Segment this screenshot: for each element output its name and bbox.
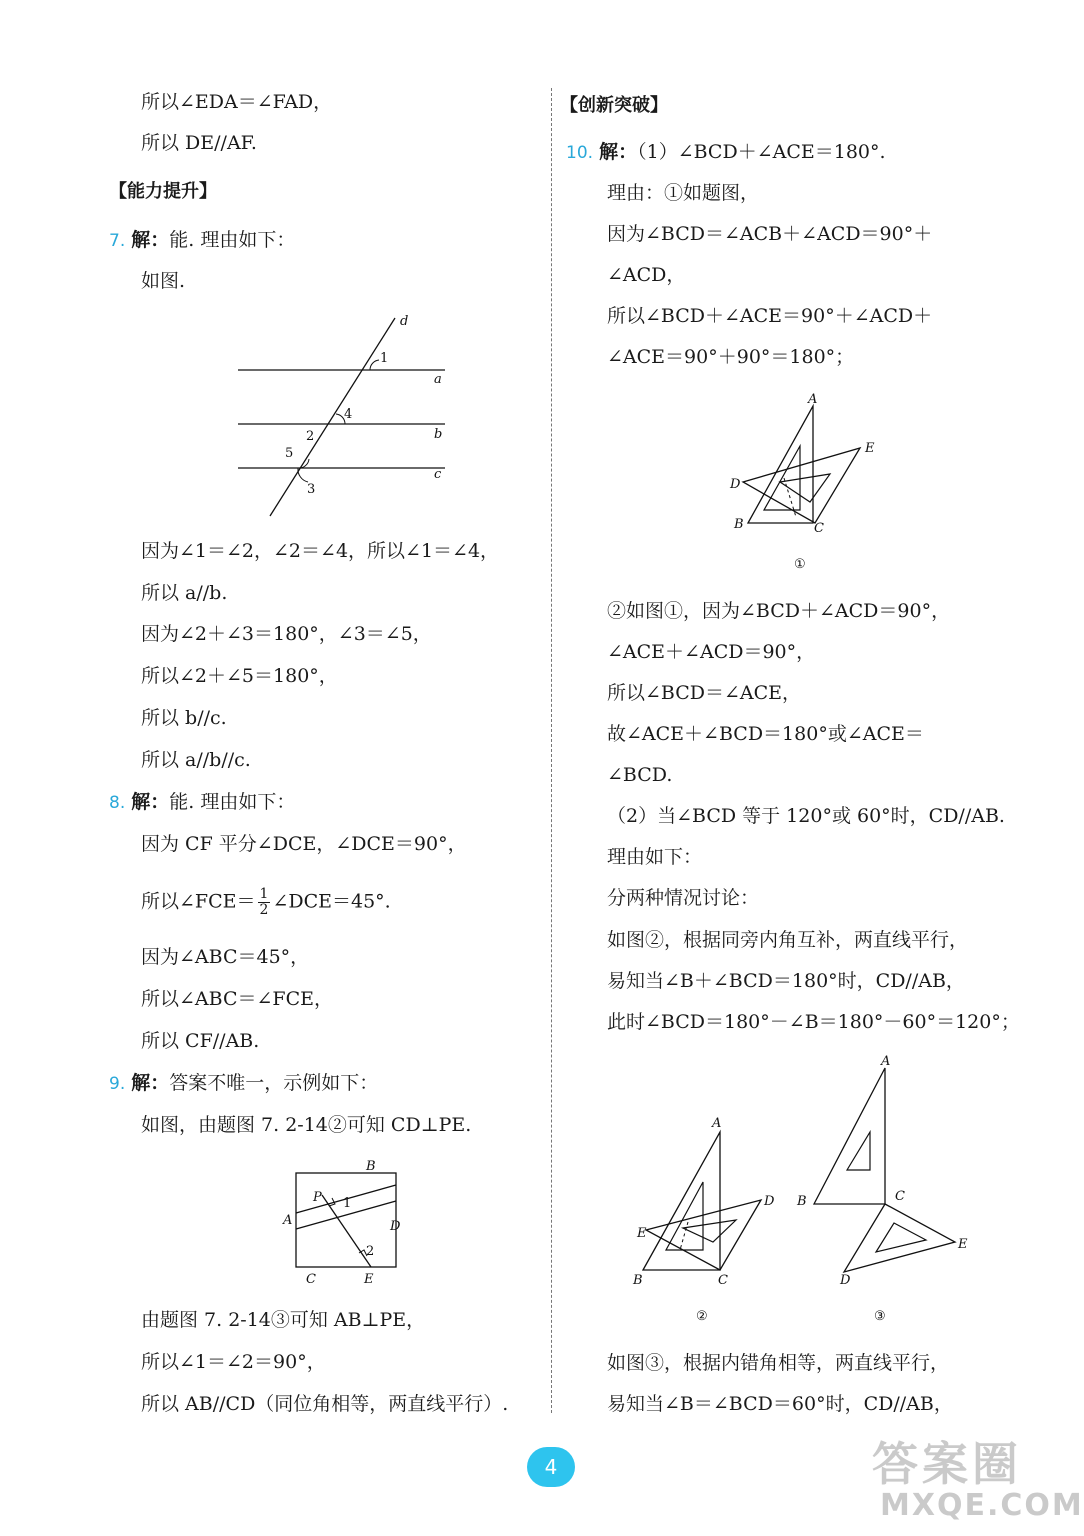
label-B: B <box>797 1194 807 1209</box>
figure-triangles-2 <box>628 1110 788 1325</box>
text-line: 此时∠BCD＝180°－∠B＝180°－60°＝120°； <box>607 1011 1020 1033</box>
text-line: 易知当∠B＝∠BCD＝60°时，CD//AB， <box>607 1393 953 1415</box>
figure-parallel-lines <box>230 310 460 525</box>
text-line: 因为∠2＋∠3＝180°，∠3＝∠5， <box>141 623 432 645</box>
text-line: 所以∠1＝∠2＝90°， <box>141 1351 326 1373</box>
text-line: 所以∠BCD＝∠ACE， <box>607 682 802 704</box>
label-D: D <box>390 1219 401 1234</box>
label-2: 2 <box>366 1244 375 1259</box>
question-number: 8. <box>109 793 126 813</box>
watermark <box>872 1428 1084 1528</box>
label-D: D <box>730 477 741 492</box>
text-line: 因为 CF 平分∠DCE，∠DCE＝90°， <box>141 833 467 855</box>
fraction-numerator: 1 <box>259 886 269 902</box>
text-line: 易知当∠B＋∠BCD＝180°时，CD//AB， <box>607 970 965 992</box>
text-line: ∠ACE＝90°＋90°＝180°； <box>607 346 855 368</box>
text-line: 因为∠BCD＝∠ACB＋∠ACD＝90°＋ <box>607 223 933 245</box>
answer-label: 解： <box>131 229 170 251</box>
text-line: ∠BCD. <box>607 764 673 786</box>
page-number: 4 <box>527 1447 575 1487</box>
label-E: E <box>865 441 875 456</box>
label-B: B <box>366 1159 376 1174</box>
label-D: D <box>840 1273 851 1288</box>
text-line: 理由：①如题图， <box>607 182 760 204</box>
question-number: 7. <box>109 231 126 251</box>
answer-text: 答案不唯一，示例如下： <box>169 1072 379 1094</box>
text-line: 所以∠ABC＝∠FCE， <box>141 988 334 1010</box>
answer-label: 解： <box>131 791 170 813</box>
text-line: 所以 DE//AF. <box>141 132 257 154</box>
label-E: E <box>637 1226 647 1241</box>
text-line: 因为∠1＝∠2，∠2＝∠4，所以∠1＝∠4， <box>141 540 500 562</box>
label-2: 2 <box>306 429 315 444</box>
text-line: 所以 CF//AB. <box>141 1030 260 1052</box>
section-heading-innovation: 【创新突破】 <box>560 95 668 116</box>
text-line: （2）当∠BCD 等于 120°或 60°时，CD//AB. <box>607 805 1005 827</box>
label-5: 5 <box>285 446 294 461</box>
label-A: A <box>881 1054 891 1069</box>
label-C: C <box>814 521 824 536</box>
text-line: 如图②，根据同旁内角互补，两直线平行， <box>607 929 969 951</box>
label-C: C <box>306 1272 316 1287</box>
text-line: 分两种情况讨论： <box>607 887 760 909</box>
question-10 <box>566 139 886 166</box>
watermark-text: 答案圈 <box>872 1437 1022 1491</box>
text-line: 所以 b//c. <box>141 707 227 729</box>
label-A: A <box>808 392 818 407</box>
text-line: ∠ACE＋∠ACD＝90°， <box>607 641 816 663</box>
label-c: c <box>434 467 442 482</box>
question-number: 10. <box>566 143 594 163</box>
label-C: C <box>718 1273 728 1288</box>
text-line: 所以∠BCD＋∠ACE＝90°＋∠ACD＋ <box>607 305 933 327</box>
text-line: 所以 AB//CD（同位角相等，两直线平行）. <box>141 1393 509 1415</box>
text-line: 如图③，根据内错角相等，两直线平行， <box>607 1352 950 1374</box>
text-line-fraction <box>141 887 391 918</box>
text-line: 由题图 7. 2-14③可知 AB⊥PE， <box>141 1309 426 1331</box>
figure-caption: ③ <box>874 1309 886 1324</box>
label-A: A <box>283 1213 293 1228</box>
fraction <box>258 887 271 918</box>
figure-triangles-1 <box>728 390 888 575</box>
label-1: 1 <box>343 1196 352 1211</box>
text-line: 所以∠2＋∠5＝180°， <box>141 665 338 687</box>
label-E: E <box>958 1237 968 1252</box>
text-line: 所以∠EDA＝∠FAD， <box>141 91 333 113</box>
label-3: 3 <box>307 482 316 497</box>
figure-square <box>280 1155 410 1290</box>
answer-text: 能. 理由如下： <box>169 229 296 251</box>
section-heading-ability: 【能力提升】 <box>109 181 217 202</box>
label-D: D <box>764 1194 775 1209</box>
text-line: 理由如下： <box>607 846 703 868</box>
answer-text: 能. 理由如下： <box>169 791 296 813</box>
column-divider <box>551 88 552 1413</box>
label-B: B <box>734 517 744 532</box>
label-a: a <box>434 372 442 387</box>
label-4: 4 <box>344 407 353 422</box>
label-b: b <box>434 427 443 442</box>
answer-text: （1）∠BCD＋∠ACE＝180°. <box>637 141 886 163</box>
question-9 <box>109 1070 378 1097</box>
answer-label: 解： <box>131 1072 170 1094</box>
figure-caption: ① <box>794 557 806 572</box>
text-line: 如图. <box>141 270 186 292</box>
text-line: 所以 a//b. <box>141 582 228 604</box>
label-P: P <box>313 1190 322 1205</box>
figure-triangles-3 <box>792 1050 982 1325</box>
label-E: E <box>364 1272 374 1287</box>
figure-caption: ② <box>696 1309 708 1324</box>
label-A: A <box>712 1116 722 1131</box>
fraction-denominator: 2 <box>259 902 269 918</box>
text-line: 所以 a//b//c. <box>141 749 251 771</box>
text-line: 如图，由题图 7. 2-14②可知 CD⊥PE. <box>141 1114 472 1136</box>
answer-label: 解： <box>599 141 638 163</box>
watermark-url: MXQE.COM <box>880 1488 1084 1523</box>
label-C: C <box>895 1189 905 1204</box>
text-line: 因为∠ABC＝45°， <box>141 946 310 968</box>
question-8 <box>109 789 295 816</box>
text-fragment: 所以∠FCE＝ <box>141 890 256 913</box>
text-line: ∠ACD， <box>607 264 686 286</box>
text-fragment: ∠DCE＝45°. <box>272 890 391 913</box>
text-line: 故∠ACE＋∠BCD＝180°或∠ACE＝ <box>607 723 924 745</box>
label-1: 1 <box>380 351 389 366</box>
label-d: d <box>400 314 409 329</box>
label-B: B <box>633 1273 643 1288</box>
question-7 <box>109 227 295 254</box>
question-number: 9. <box>109 1074 126 1094</box>
text-line: ②如图①，因为∠BCD＋∠ACD＝90°， <box>607 600 951 622</box>
